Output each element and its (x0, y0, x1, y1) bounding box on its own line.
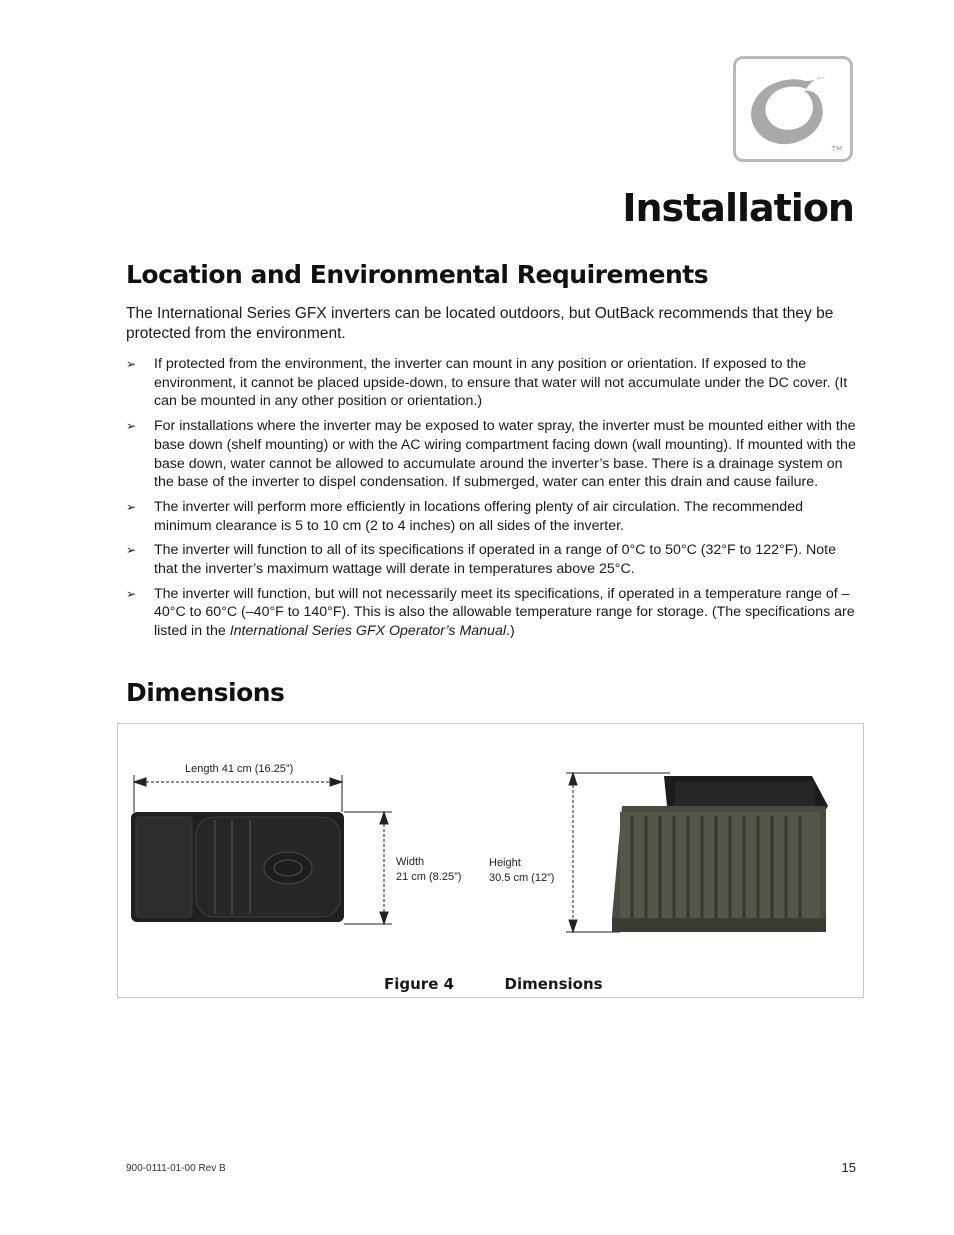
list-item: ➢ The inverter will function to all of its specifications if operated in a range of 0°C to 50°C (32°F to 122°F). Note that the inverter’s maximum wattage will derate in temperatures above 25°C. (126, 542, 836, 578)
list-item: ➢ If protected from the environment, the inverter can mount in any position or orientation. If exposed to the environment, it cannot be placed upside-down, to ensure that water will not accumulate under the DC cover. (It can be mounted in any other position or orientation.) (126, 356, 848, 410)
figure-number: Figure 4 (384, 975, 455, 993)
length-label: Length 41 cm (16.25”) (185, 763, 294, 775)
list-item: ➢ The inverter will perform more efficiently in locations offering plenty of air circulation. The recommended minimum clearance is 5 to 10 cm (2 to 4 inches) on all sides of the inverter. (126, 498, 803, 534)
inverter-top-view-image (131, 812, 344, 922)
trademark-mark: TM (831, 145, 842, 153)
inverter-side-view-image (612, 776, 828, 932)
length-dimension-arrow (134, 775, 342, 812)
width-label: Width 21 cm (8.25”) (396, 856, 462, 883)
figure-caption (384, 975, 603, 993)
arrow-bullet-icon: ➢ (126, 543, 137, 558)
section-title-dimensions: Dimensions (126, 678, 285, 707)
arrow-bullet-icon: ➢ (126, 586, 137, 601)
chapter-title: Installation (622, 186, 854, 230)
arrow-bullet-icon: ➢ (126, 357, 137, 371)
page-number: 15 (841, 1160, 856, 1175)
width-dimension-arrow (344, 812, 392, 924)
document-number: 900-0111-01-00 Rev B (126, 1163, 226, 1174)
manual-title: International Series GFX Operator’s Manual (229, 623, 506, 640)
arrow-bullet-icon: ➢ (126, 419, 137, 434)
section-title-location: Location and Environmental Requirements (126, 260, 709, 289)
height-label: Height 30.5 cm (12”) (489, 857, 555, 884)
figure-caption-text: Dimensions (504, 975, 603, 993)
list-item: ➢ The inverter will function, but will not necessarily meet its specifications, if operated in a temperature range of –40°C to 60°C (–40°F to 140°F). This is also the allowable temperature range for storage. (The specifications are listed in the International Series GFX Operator’s Manual.) (126, 585, 855, 640)
arrow-bullet-icon: ➢ (126, 499, 137, 514)
list-item: ➢ For installations where the inverter may be exposed to water spray, the inverter must be mounted either with the base down (shelf mounting) or with the AC wiring compartment facing down (wall mounting). If mounted with the base down, water cannot be allowed to accumulate around the inverter’s base. There is a drainage system on the base of the inverter to dispel condensation. If submerged, water can enter this drain and cause failure. (126, 418, 856, 491)
intro-paragraph: The International Series GFX inverters can be located outdoors, but OutBack recommends that they be protected from the environment. (126, 305, 834, 342)
